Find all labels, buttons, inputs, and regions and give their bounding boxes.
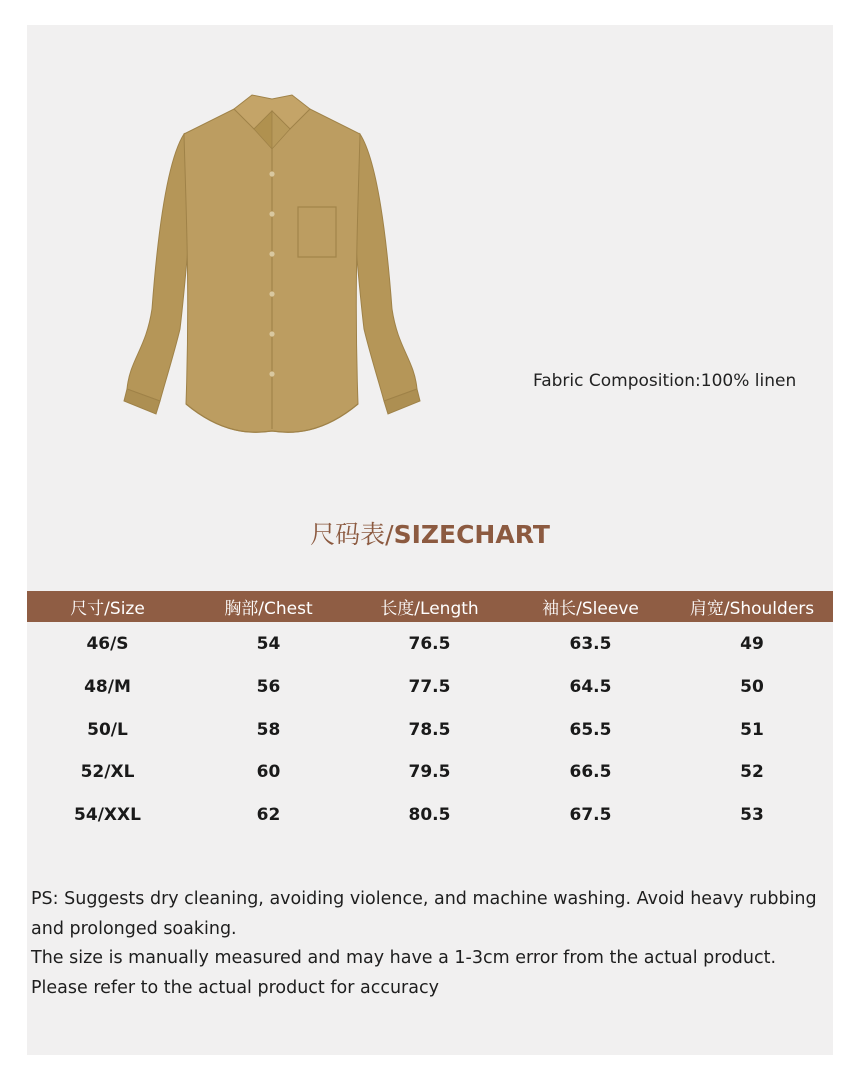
- table-row: [27, 666, 833, 709]
- cell-shoulders: 49: [740, 634, 764, 654]
- cell-chest: 54: [256, 634, 281, 654]
- care-note-error: The size is manually measured and may have a 1-3cm error from the actual product.: [31, 948, 777, 968]
- cell-sleeve: 66.5: [569, 762, 612, 783]
- fabric-composition: Fabric Composition:100% linen: [533, 371, 797, 391]
- cell-length: 76.5: [408, 634, 451, 654]
- cell-size: 46/S: [86, 634, 129, 654]
- cell-sleeve: 65.5: [569, 719, 612, 740]
- cell-chest: 56: [256, 677, 281, 698]
- cell-length: 79.5: [408, 762, 451, 783]
- table-row: [27, 709, 833, 752]
- cell-shoulders: 52: [740, 762, 764, 783]
- shirt-image: [122, 89, 422, 439]
- shirt-illustration: [122, 89, 422, 439]
- header-size: 尺寸/Size: [27, 591, 188, 622]
- cell-chest: 58: [256, 719, 281, 740]
- header-chest: 胸部/Chest: [188, 591, 349, 622]
- care-notes: [31, 885, 831, 1003]
- size-chart-title-cn: 尺码表/: [310, 520, 394, 549]
- header-shoulders: 肩宽/Shoulders: [671, 591, 833, 622]
- cell-shoulders: 50: [740, 677, 764, 698]
- table-row: [27, 794, 833, 837]
- header-sleeve: 袖长/Sleeve: [510, 591, 671, 622]
- cell-chest: 62: [256, 804, 281, 825]
- cell-length: 78.5: [408, 719, 451, 740]
- cell-sleeve: 67.5: [569, 804, 612, 825]
- product-page: [27, 25, 833, 1055]
- cell-shoulders: 51: [740, 719, 764, 740]
- cell-size: 52/XL: [80, 762, 135, 783]
- cell-length: 80.5: [408, 804, 451, 825]
- header-length: 长度/Length: [349, 591, 510, 622]
- table-row: [27, 751, 833, 794]
- cell-shoulders: 53: [740, 804, 764, 825]
- cell-length: 77.5: [408, 677, 451, 698]
- size-chart-table: [27, 591, 833, 836]
- care-note-washing: PS: Suggests dry cleaning, avoiding violence, and machine washing. Avoid heavy rubbing and prolonged soaking.: [31, 889, 817, 939]
- cell-chest: 60: [256, 762, 281, 783]
- cell-size: 48/M: [84, 677, 131, 698]
- cell-sleeve: 64.5: [569, 677, 612, 698]
- care-note-accuracy: Please refer to the actual product for accuracy: [31, 977, 439, 998]
- cell-size: 54/XXL: [74, 804, 141, 825]
- table-row: [27, 622, 833, 666]
- size-chart-title-en: SIZECHART: [393, 520, 550, 549]
- table-header-row: [27, 591, 833, 622]
- cell-sleeve: 63.5: [569, 634, 612, 654]
- cell-size: 50/L: [87, 719, 128, 740]
- size-chart-title: [27, 515, 833, 551]
